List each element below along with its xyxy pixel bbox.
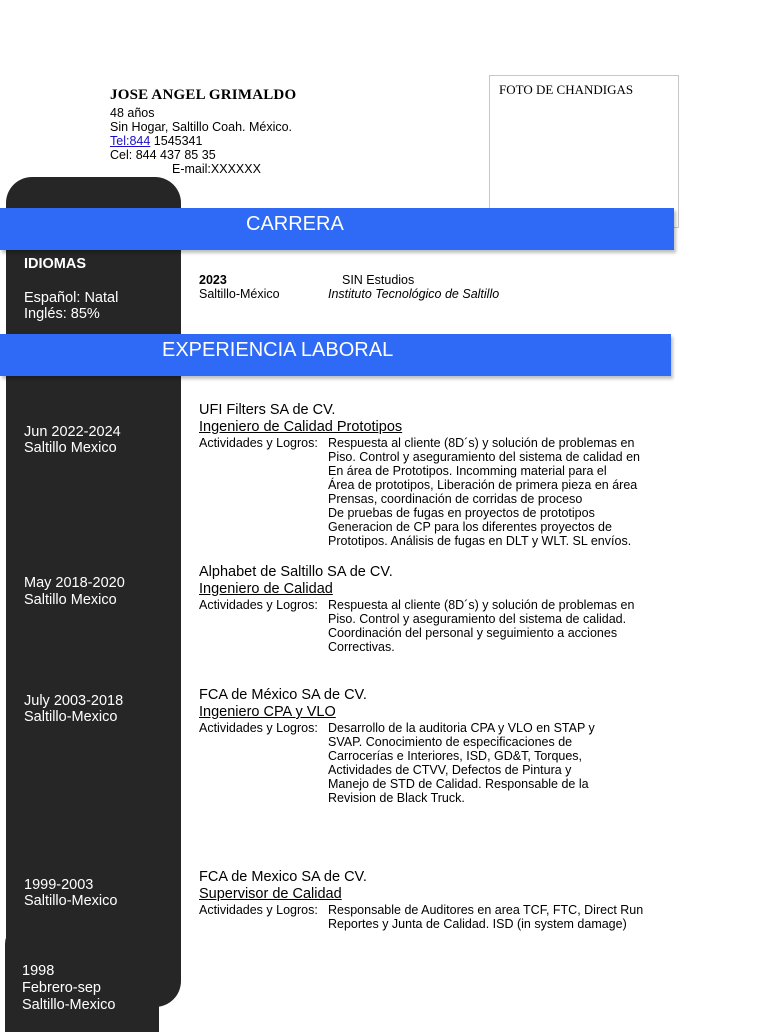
language-english: Inglés: 85% bbox=[24, 306, 100, 322]
cell-phone: Cel: 844 437 85 35 bbox=[110, 148, 216, 162]
job-period: May 2018-2020 bbox=[24, 575, 125, 591]
education-school: Instituto Tecnológico de Saltillo bbox=[328, 287, 500, 301]
last-period-year: 1998 bbox=[22, 963, 55, 979]
phone-link[interactable]: Tel:844 bbox=[110, 134, 151, 148]
job-place: Saltillo-Mexico bbox=[24, 709, 118, 725]
career-heading: CARRERA bbox=[246, 213, 344, 235]
job-role: Ingeniero de Calidad bbox=[199, 581, 333, 597]
education-location: Saltillo-México bbox=[199, 287, 280, 301]
job-role: Ingeniero CPA y VLO bbox=[199, 704, 336, 720]
job-period: 1999-2003 bbox=[24, 877, 94, 893]
job-entry bbox=[199, 402, 669, 548]
candidate-name: JOSE ANGEL GRIMALDO bbox=[110, 87, 297, 103]
company-name: UFI Filters SA de CV. bbox=[199, 402, 336, 418]
address: Sin Hogar, Saltillo Coah. México. bbox=[110, 120, 293, 134]
job-entry bbox=[199, 564, 669, 654]
job-place: Saltillo-Mexico bbox=[24, 893, 118, 909]
experience-band bbox=[0, 334, 671, 376]
job-place: Saltillo Mexico bbox=[24, 440, 117, 456]
activities-label: Actividades y Logros: bbox=[199, 721, 318, 735]
last-period-place: Saltillo-Mexico bbox=[22, 997, 116, 1013]
education-status: SIN Estudios bbox=[342, 273, 415, 287]
email: E-mail:XXXXXX bbox=[172, 162, 261, 176]
activities-label: Actividades y Logros: bbox=[199, 598, 318, 612]
photo-placeholder bbox=[489, 75, 679, 228]
activities-label: Actividades y Logros: bbox=[199, 436, 318, 450]
photo-label: FOTO DE CHANDIGAS bbox=[499, 82, 634, 97]
last-period-months: Febrero-sep bbox=[22, 980, 101, 996]
education-year: 2023 bbox=[199, 273, 227, 287]
job-role: Ingeniero de Calidad Prototipos bbox=[199, 419, 403, 435]
activities: Actividades y Logros: Respuesta al cliente (8D´s) y solución de problemas en Piso. Control y aseguramiento del sistema de calidad en En área de Prototipos. Incomming material para el Área de prototipos, Liberación de primera pieza en área Prensas, coordinación de corridas de proceso De pruebas de fugas en proyectos de prototipos Generacion de CP para los diferentes proyectos de Prototipos. Análisis de fugas en DLT y WLT. SL envíos. bbox=[199, 436, 640, 548]
company-name: FCA de Mexico SA de CV. bbox=[199, 869, 367, 885]
phone-number: 1545341 bbox=[150, 134, 203, 148]
phone bbox=[110, 134, 202, 148]
company-name: Alphabet de Saltillo SA de CV. bbox=[199, 564, 393, 580]
job-place: Saltillo Mexico bbox=[24, 592, 117, 608]
job-period: Jun 2022-2024 bbox=[24, 424, 121, 440]
job-entry bbox=[199, 687, 669, 805]
activities: Actividades y Logros: Responsable de Auditores en area TCF, FTC, Direct Run Reportes y Junta de Calidad. ISD (in system damage) bbox=[199, 903, 644, 931]
experience-heading: EXPERIENCIA LABORAL bbox=[162, 339, 394, 361]
job-entry bbox=[199, 869, 669, 931]
language-spanish: Español: Natal bbox=[24, 290, 119, 306]
career-band bbox=[0, 208, 674, 250]
languages-title: IDIOMAS bbox=[24, 256, 87, 272]
activities-label: Actividades y Logros: bbox=[199, 903, 318, 917]
activities: Actividades y Logros: Desarrollo de la auditoria CPA y VLO en STAP y SVAP. Conocimiento de especificaciones de Carrocerías e Interiores, ISD, GD&T, Torques, Actividades de CTVV, Defectos de Pintura y Manejo de STD de Calidad. Responsable de la Revision de Black Truck. bbox=[199, 721, 595, 805]
company-name: FCA de México SA de CV. bbox=[199, 687, 367, 703]
job-period: July 2003-2018 bbox=[24, 693, 124, 709]
job-role: Supervisor de Calidad bbox=[199, 886, 342, 902]
age: 48 años bbox=[110, 106, 155, 120]
activities: Actividades y Logros: Respuesta al cliente (8D´s) y solución de problemas en Piso. Control y aseguramiento del sistema de calidad. Coordinación del personal y seguimiento a acciones Correctivas. bbox=[199, 598, 635, 654]
